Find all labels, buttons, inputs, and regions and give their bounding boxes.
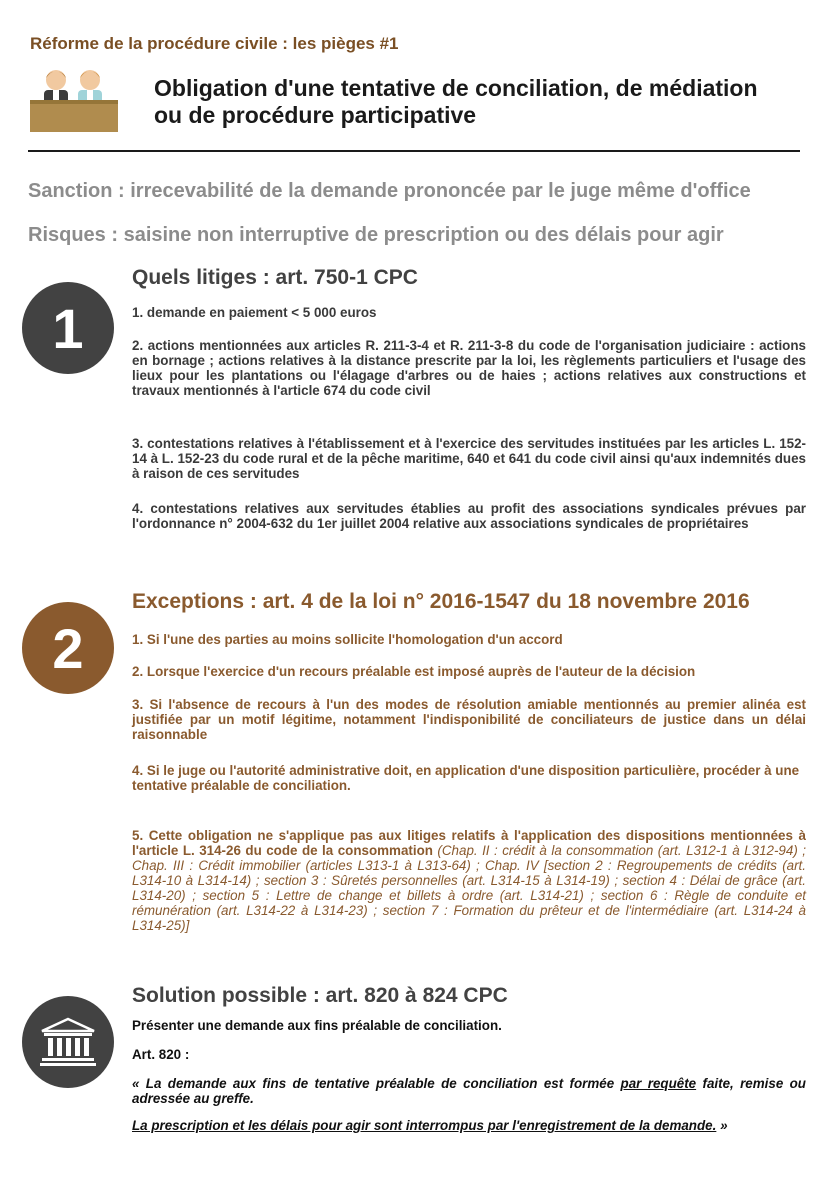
section-1-item-3: 3. contestations relatives à l'établissement et à l'exercice des servitudes instituées par les articles L. 152-14 à L. 152-23 du code rural et de la pêche maritime, 640 et 641 du code civil ainsi qu'aux indemnités dues à raison de ces servitudes (132, 436, 806, 481)
quote-1-underlined: par requête (620, 1076, 697, 1091)
quote-1-b: faite, remise ou adressée au greffe. (132, 1076, 806, 1106)
section-2-item-5 (132, 828, 806, 933)
section-3-heading: Solution possible : art. 820 à 824 CPC (132, 984, 508, 1007)
section-2-item-5-bold: 5. Cette obligation ne s'applique pas aux litiges relatifs à l'application des dispositions mentionnées à l'article L. 314-26 du code de la consommation (132, 828, 806, 858)
section-2-item-4 (132, 763, 806, 793)
section-1-item-1: 1. demande en paiement < 5 000 euros (132, 305, 377, 320)
section-2-item-4-b: tentative préalable de conciliation. (132, 778, 351, 793)
title-line-1: Obligation d'une tentative de conciliation, de médiation (154, 75, 758, 101)
section-3-quote-1 (132, 1076, 806, 1106)
courthouse-icon (40, 1017, 96, 1067)
section-1-item-2: 2. actions mentionnées aux articles R. 211-3-4 et R. 211-3-8 du code de l'organisation judiciaire : actions en bornage ; actions relatives à la distance prescrite par la loi, les règlements particuliers et l'usage des lieux pour les plantations ou l'élagage d'arbres ou de haies ; actions relatives aux constructions et travaux mentionnés à l'article 674 du code civil (132, 338, 806, 398)
section-2-item-2: 2. Lorsque l'exercice d'un recours préalable est imposé auprès de l'auteur de la décision (132, 664, 696, 679)
section-3-intro: Présenter une demande aux fins préalable de conciliation. (132, 1018, 502, 1033)
section-1-item-4: 4. contestations relatives aux servitudes établies au profit des associations syndicales prévues par l'ordonnance n° 2004-632 du 1er juillet 2004 relative aux associations syndicales de propriétaires (132, 501, 806, 531)
section-2-heading: Exceptions : art. 4 de la loi n° 2016-1547 du 18 novembre 2016 (132, 590, 750, 613)
section-3-quote-2 (132, 1118, 806, 1133)
quote-1-a: « La demande aux fins de tentative préalable de conciliation est formée (132, 1076, 621, 1091)
risques-line: Risques : saisine non interruptive de prescription ou des délais pour agir (28, 224, 724, 246)
section-2-number: 2 (22, 602, 114, 694)
section-1-heading: Quels litiges : art. 750-1 CPC (132, 266, 418, 289)
section-2-item-4-a: 4. Si le juge ou l'autorité administrative doit, en application d'une disposition particulière, procéder à une (132, 763, 800, 778)
title-divider (28, 150, 800, 152)
section-3-badge (22, 996, 114, 1088)
section-3-art: Art. 820 : (132, 1047, 190, 1062)
section-2-item-3: 3. Si l'absence de recours à l'un des modes de résolution amiable mentionnés au premier alinéa est justifiée par un motif légitime, notamment l'indisponibilité de conciliateurs de justice dans un délai raisonnable (132, 697, 806, 742)
quote-2-end: » (716, 1118, 728, 1133)
section-1-number: 1 (22, 282, 114, 374)
section-2-item-1: 1. Si l'une des parties au moins sollicite l'homologation d'un accord (132, 632, 563, 647)
document-title (154, 75, 824, 129)
judges-icon (30, 66, 118, 132)
title-line-2: ou de procédure participative (154, 102, 477, 128)
kicker: Réforme de la procédure civile : les pièges #1 (30, 34, 399, 53)
section-2-item-5-italic: (Chap. II : crédit à la consommation (art. L312-1 à L312-94) ; Chap. III : Crédit immobilier (articles L313-1 à L313-64) ; Chap. IV [section 2 : Regroupements de crédits (art. L314-10 à L314-14) ; section 3 : Sûretés personnelles (art. L314-15 à L314-19) ; section 4 : Délai de grâce (art. L314-20) ; section 5 : Lettre de change et billets à ordre (art. L314-21) ; section 6 : Règle de conduite et rémunération (art. L314-22 à L314-23) ; section 7 : Formation du prêteur et de l'intermédiaire (art. L314-24 à L314-25)] (132, 843, 806, 933)
quote-2-underlined: La prescription et les délais pour agir sont interrompus par l'enregistrement de la demande. (132, 1118, 717, 1133)
sanction-line: Sanction : irrecevabilité de la demande prononcée par le juge même d'office (28, 180, 751, 202)
